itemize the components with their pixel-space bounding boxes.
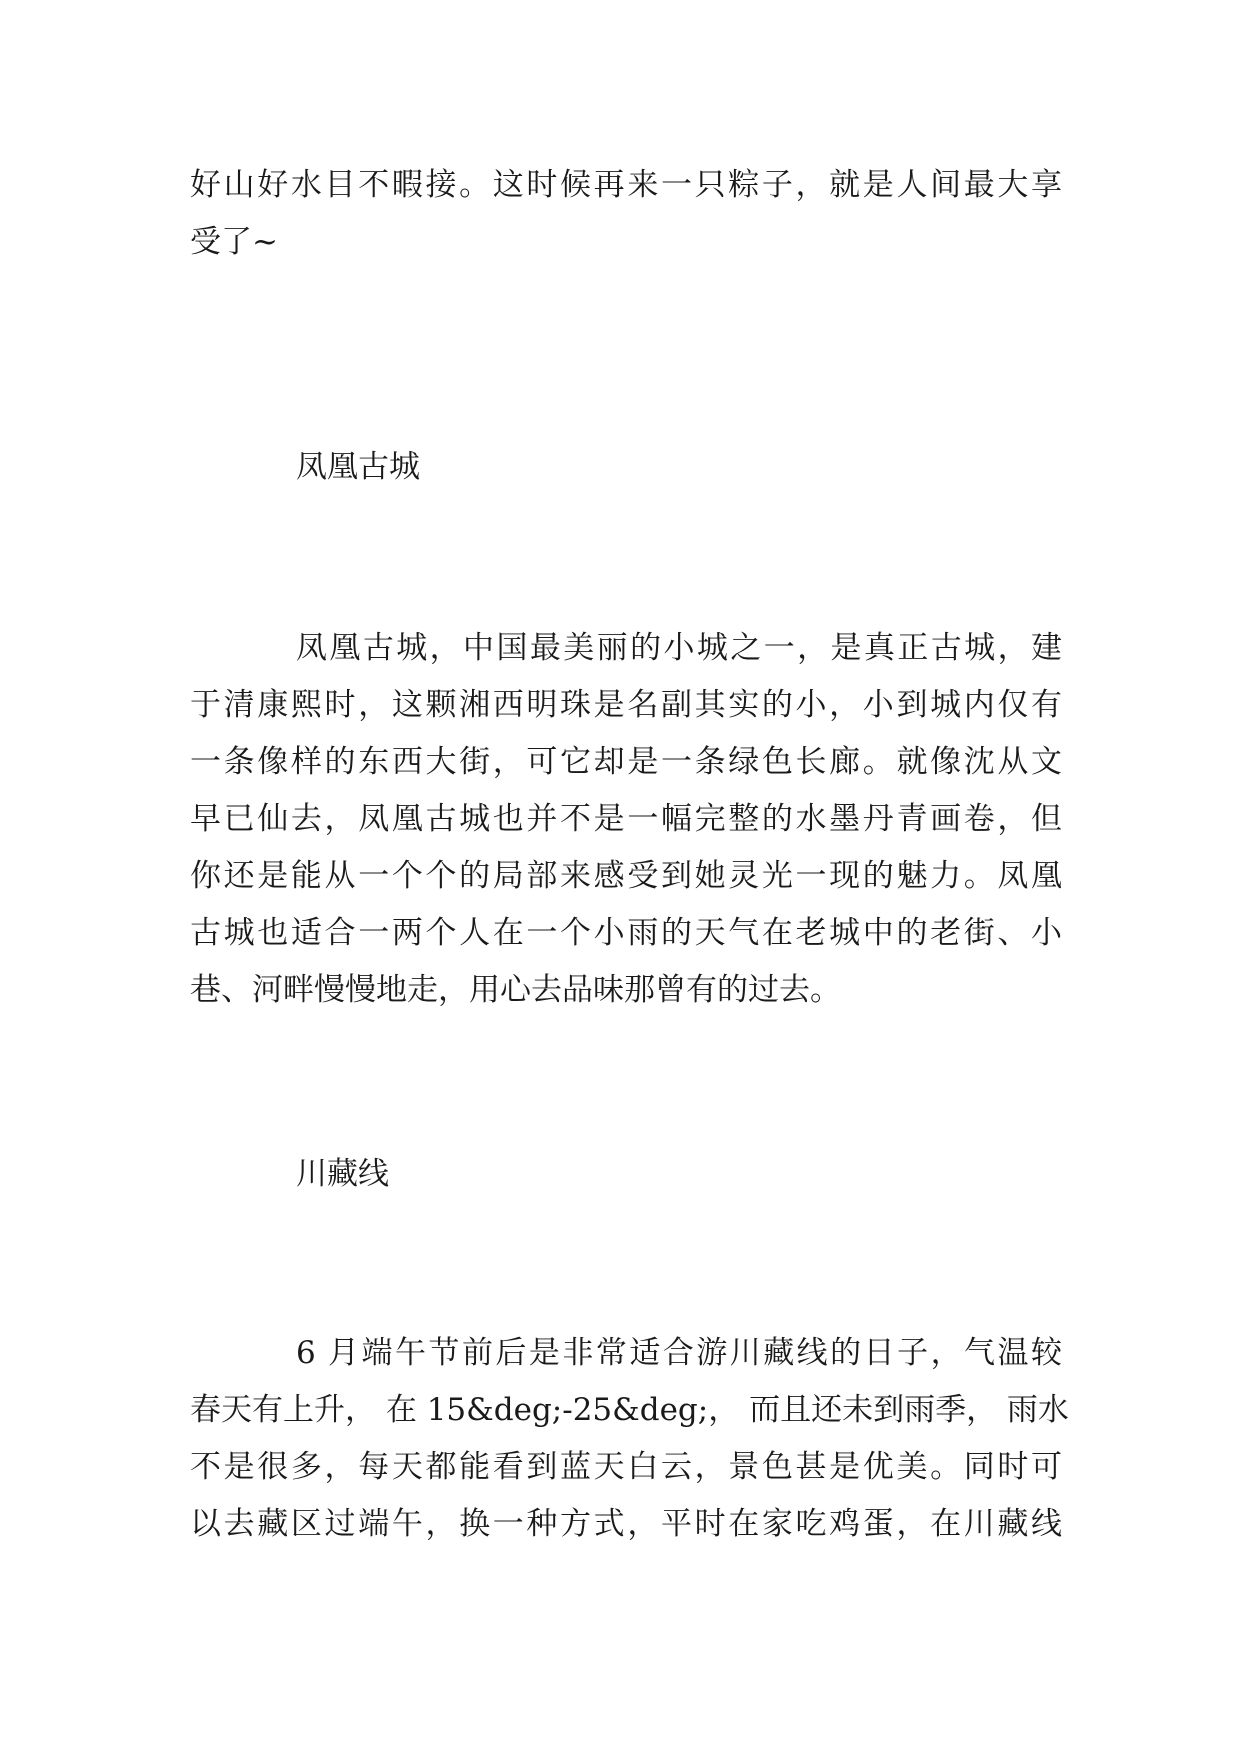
paragraph-line: 凤凰古城，中国最美丽的小城之一，是真正古城，建 [296, 630, 1062, 666]
paragraph-line: 早已仙去，凤凰古城也并不是一幅完整的水墨丹青画卷，但 [190, 801, 1062, 837]
paragraph-line: 古城也适合一两个人在一个小雨的天气在老城中的老街、小 [190, 915, 1062, 951]
paragraph-line: 一条像样的东西大街，可它却是一条绿色长廊。就像沈从文 [190, 744, 1062, 780]
paragraph-line: 于清康熙时，这颗湘西明珠是名副其实的小，小到城内仅有 [190, 687, 1062, 723]
paragraph-line: 巷、河畔慢慢地走，用心去品味那曾有的过去。 [190, 972, 841, 1008]
paragraph-line: 受了~ [190, 224, 278, 260]
paragraph-line: 你还是能从一个个的局部来感受到她灵光一现的魅力。凤凰 [190, 858, 1062, 894]
paragraph-line: 6 月端午节前后是非常适合游川藏线的日子，气温较 [296, 1335, 1062, 1371]
section-heading: 川藏线 [296, 1156, 389, 1192]
paragraph-line: 以去藏区过端午，换一种方式，平时在家吃鸡蛋，在川藏线 [190, 1506, 1062, 1542]
paragraph-line: 春天有上升， 在 15&deg;-25&deg;， 而且还未到雨季， 雨水 [190, 1392, 1069, 1428]
paragraph-line: 不是很多，每天都能看到蓝天白云，景色甚是优美。同时可 [190, 1449, 1062, 1485]
section-heading: 凤凰古城 [296, 449, 420, 485]
paragraph-line: 好山好水目不暇接。这时候再来一只粽子，就是人间最大享 [190, 167, 1062, 203]
